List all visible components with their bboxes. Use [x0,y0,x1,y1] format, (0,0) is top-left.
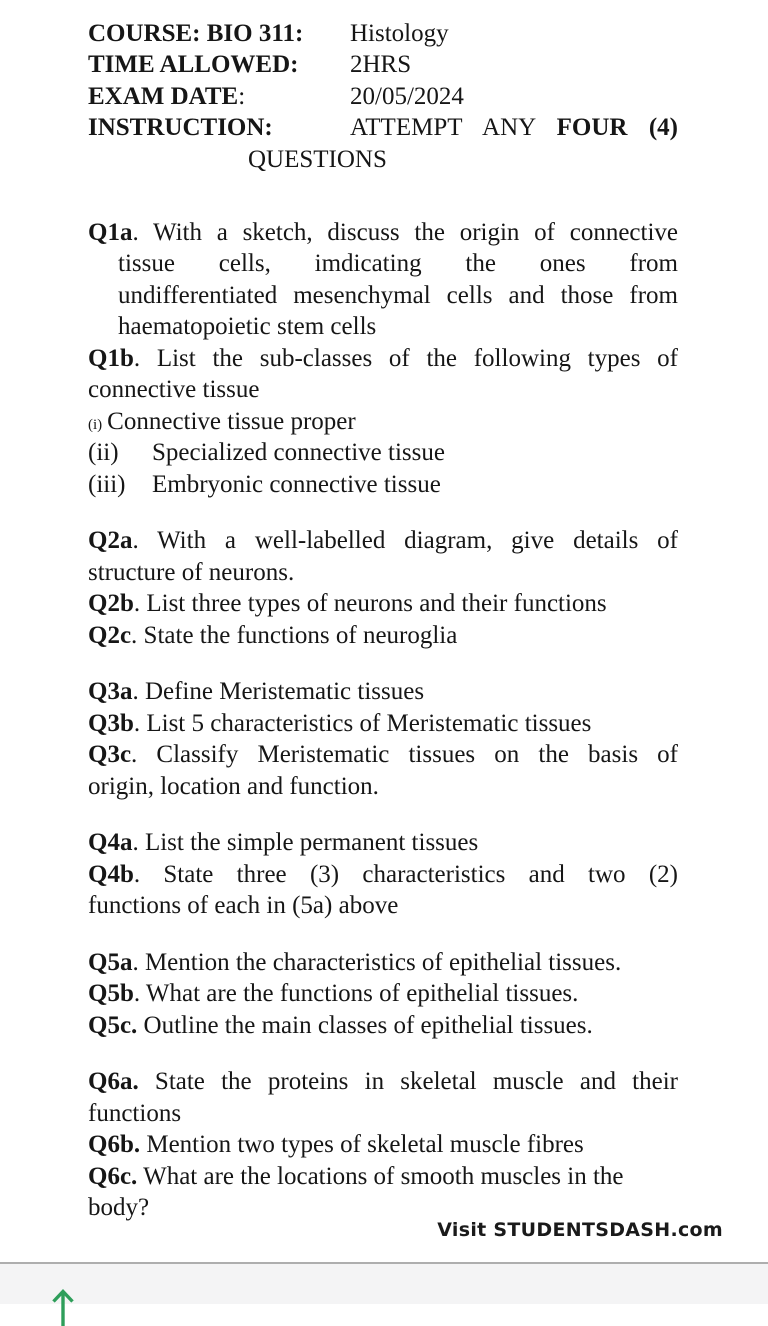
question-number: Q3b [88,709,134,737]
question-q6b-line1 [88,1129,678,1161]
question-q6c-line2: body? [88,1194,150,1222]
list-item-text: Embryonic connective tissue [152,470,441,498]
question-number: Q1b [88,344,134,372]
question-q4a-line1 [88,827,678,859]
question-text: Outline the main classes of epithelial tissues. [137,1011,593,1039]
question-text: . List 5 characteristics of Meristematic tissues [133,709,592,737]
question-6 [88,1066,678,1224]
question-number: Q6c. [88,1162,138,1190]
list-item-text: Specialized connective tissue [152,439,445,467]
exam-date-colon: : [238,82,246,110]
list-marker: (iii) [88,470,126,498]
question-text: . With a well-labelled diagram, give details of [132,527,678,555]
question-number: Q4a [88,829,133,857]
exam-date-label: EXAM DATE [88,82,239,110]
question-number: Q5a [88,948,133,976]
question-q6a-line1 [88,1066,678,1098]
question-q1a-line3: undifferentiated mesenchymal cells and those from [118,281,678,309]
exam-paper [88,18,678,1224]
list-item-ii [88,437,678,469]
question-q6c-line1 [88,1161,678,1193]
header-instruction-row [88,112,678,143]
question-text: . What are the functions of epithelial tissues. [133,980,579,1008]
question-q1b-line1 [88,343,678,375]
question-q4b-line1 [88,859,678,891]
question-text: . State three (3) characteristics and two (2) [133,860,678,888]
list-item-text: Connective tissue proper [107,407,356,435]
list-item-iii [88,469,678,501]
instruction-value-text: ATTEMPT ANY [350,114,536,142]
question-number: Q6b. [88,1131,141,1159]
question-number: Q3c [88,741,132,769]
question-number: Q1a [88,218,133,246]
course-label: COURSE: BIO 311: [88,20,304,47]
question-number: Q6a. [88,1068,139,1096]
question-q5a-line1 [88,947,678,979]
instruction-value [350,112,678,144]
question-number: Q3a [88,678,133,706]
time-allowed-label: TIME ALLOWED: [88,51,299,79]
question-q3c-line1 [88,739,678,771]
course-value: Histology [350,20,449,47]
question-q3b-line1 [88,708,678,740]
exam-date-label-wrap [88,81,350,113]
instruction-value-bold: FOUR (4) [556,114,679,142]
question-q3a-line1 [88,676,678,708]
question-number: Q2b [88,590,134,618]
question-q5b-line1 [88,978,678,1010]
question-1 [88,217,678,501]
question-5 [88,947,678,1042]
question-text: State the proteins in skeletal muscle and their [138,1068,678,1096]
question-number: Q5c. [88,1011,138,1039]
question-q1b-line2: connective tissue [88,376,260,404]
instruction-wrap-line: QUESTIONS [248,145,387,173]
watermark-text: Visit STUDENTSDASH.com [437,1219,723,1241]
header-time-row [88,49,678,80]
up-arrow-icon[interactable] [50,1286,76,1326]
question-q5c-line1 [88,1010,678,1042]
question-text: . With a sketch, discuss the origin of connective [132,218,678,246]
question-text: . State the functions of neuroglia [131,621,458,649]
question-q1a-line1 [88,217,678,249]
question-text: . Mention the characteristics of epithelial tissues. [132,948,622,976]
bottom-toolbar [0,1262,768,1304]
header-date-row [88,81,678,112]
question-text: . Classify Meristematic tissues on the basis of [131,741,678,769]
question-q1a-line4: haematopoietic stem cells [118,313,377,341]
exam-date-value: 20/05/2024 [350,82,464,110]
exam-header [88,18,678,175]
question-text: . List the sub-classes of the following types of [133,344,678,372]
question-number: Q4b [88,860,134,888]
question-2 [88,525,678,651]
question-number: Q2c [88,621,132,649]
time-allowed-value: 2HRS [350,51,412,79]
question-4 [88,827,678,922]
question-q2c-line1 [88,620,678,652]
question-q6a-line2: functions [88,1099,182,1127]
question-q2a-line2: structure of neurons. [88,558,295,586]
question-text: . List three types of neurons and their functions [133,590,607,618]
question-number: Q5b [88,980,134,1008]
instruction-label: INSTRUCTION: [88,114,273,142]
question-q2b-line1 [88,588,678,620]
question-text: Mention two types of skeletal muscle fibres [140,1131,584,1159]
list-item-i [88,406,678,438]
list-marker: (ii) [88,439,119,467]
list-marker: (i) [88,416,103,433]
question-text: . List the simple permanent tissues [132,829,479,857]
question-q1a-line2: tissue cells, imdicating the ones from [118,250,678,278]
question-text: What are the locations of smooth muscles in the [137,1162,624,1190]
question-text: . Define Meristematic tissues [132,678,425,706]
question-q4b-line2: functions of each in (5a) above [88,892,399,920]
question-q2a-line1 [88,525,678,557]
header-course-row [88,18,678,49]
question-q3c-line2: origin, location and function. [88,772,379,800]
question-number: Q2a [88,527,133,555]
question-3 [88,676,678,802]
